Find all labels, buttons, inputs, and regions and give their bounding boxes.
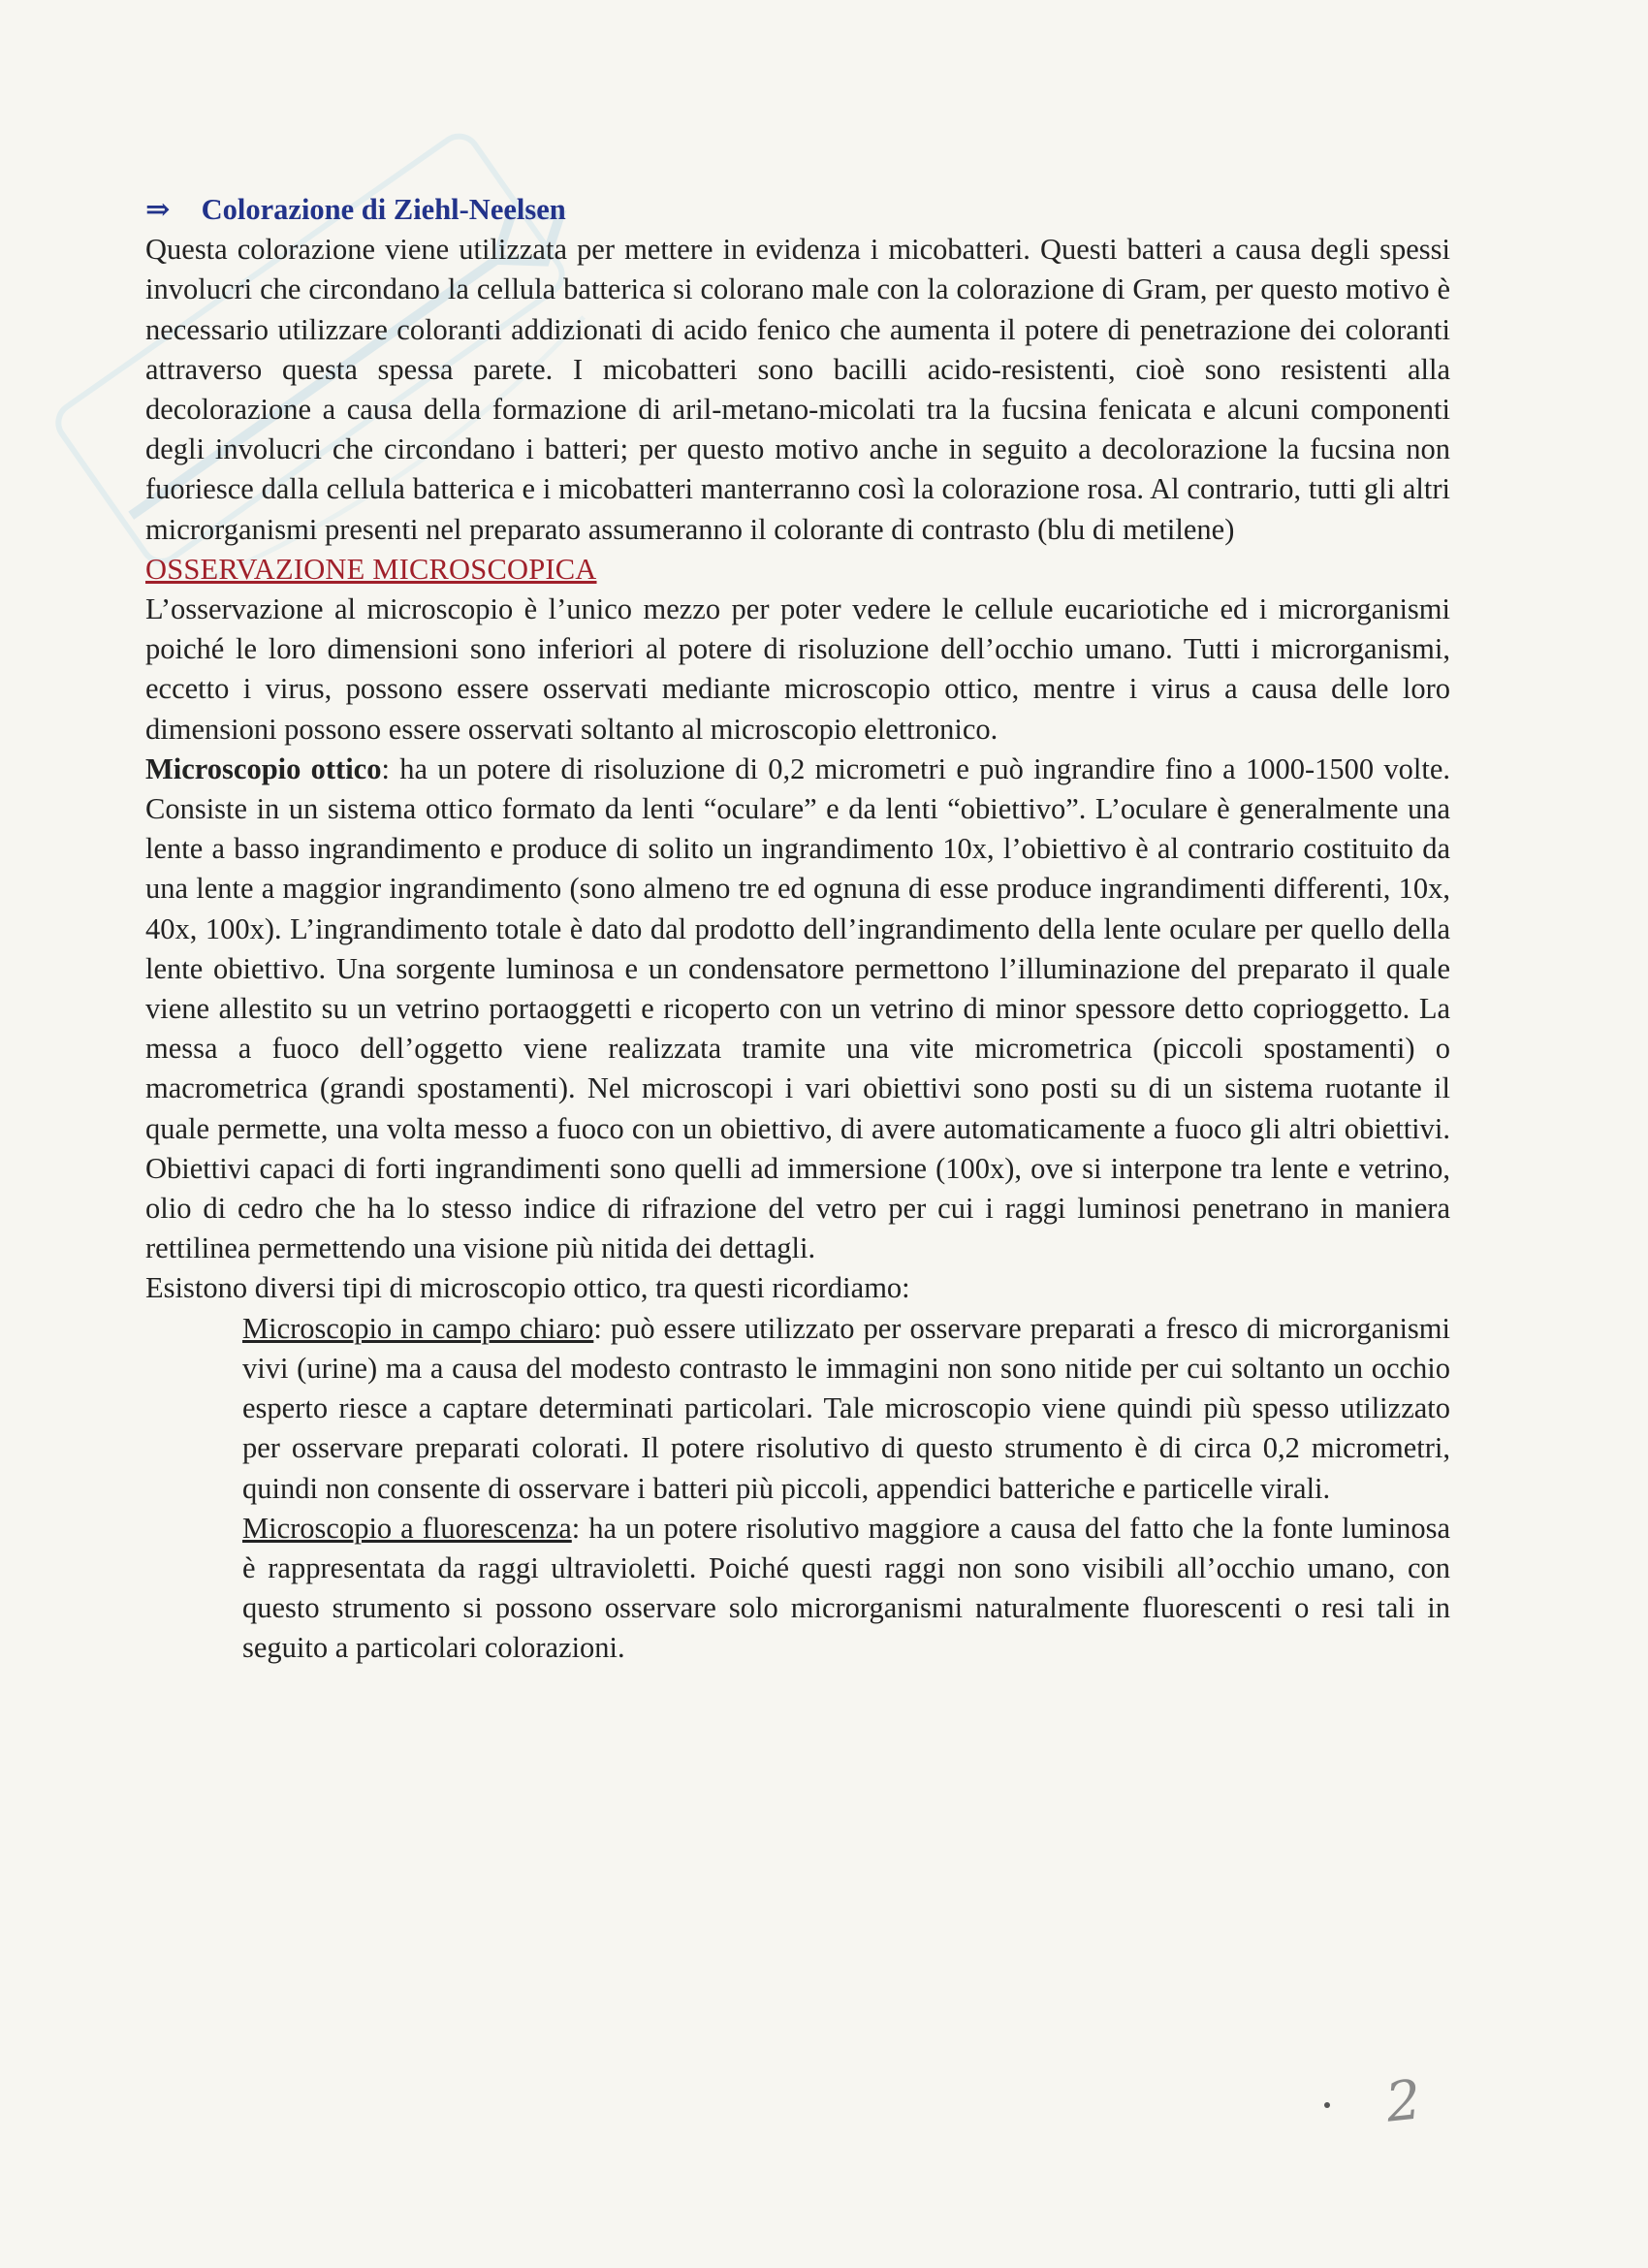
term-microscopio-ottico: Microscopio ottico [145,751,382,785]
text-campo-chiaro: : può essere utilizzato per osservare preparati a fresco di microrganismi vivi (urine) ma a causa del modesto contrasto le immagini non sono nitide per cui soltanto un occhio esperto riesce a captare determinati particolari. Tale microscopio viene quindi più spesso utilizzato per osservare preparati colorati. Il potere risolutivo di questo strumento è di circa 0,2 micrometri, quindi non consente di osservare i batteri più piccoli, appendici batteriche e particelle virali. [242,1311,1450,1505]
paragraph-osservazione: L’osservazione al microscopio è l’unico mezzo per poter vedere le cellule eucariotiche ed i microrganismi poiché le loro dimensioni sono inferiori al potere di risoluzione dell’occhio umano. Tutti i microrganismi, eccetto i virus, possono essere osservati mediante microscopio ottico, mentre i virus a causa delle loro dimensioni possono essere osservati soltanto al microscopio elettronico. [145,592,1450,746]
paragraph-fluorescenza [145,1509,1450,1669]
term-fluorescenza: Microscopio a fluorescenza [242,1511,572,1545]
term-campo-chiaro: Microscopio in campo chiaro [242,1311,594,1345]
paragraph-campo-chiaro [145,1309,1450,1509]
section-heading-osservazione: OSSERVAZIONE MICROSCOPICA [145,552,597,586]
section-heading-ziehl-neelsen [145,190,1450,230]
document-body [145,190,1450,1669]
paragraph-tipi: Esistono diversi tipi di microscopio ottico, tra questi ricordiamo: [145,1271,910,1305]
arrow-icon: ⇒ [145,193,171,226]
ink-dot [1324,2102,1330,2108]
page-number: 2 [1382,2068,1424,2135]
section-heading-text: Colorazione di Ziehl-Neelsen [201,193,566,226]
text-fluorescenza: : ha un potere risolutivo maggiore a causa del fatto che la fonte luminosa è rappresentata da raggi ultravioletti. Poiché questi raggi non sono visibili all’occhio umano, con questo strumento si possono osservare solo microrganismi naturalmente fluorescenti o resi tali in seguito a particolari colorazioni. [242,1511,1450,1665]
paragraph-ziehl-neelsen: Questa colorazione viene utilizzata per mettere in evidenza i micobatteri. Questi batteri a causa degli spessi involucri che circondano la cellula batterica si colorano male con la colorazione di Gram, per questo motivo è necessario utilizzare coloranti addizionati di acido fenico che aumenta il potere di penetrazione dei coloranti attraverso questa spessa parete. I micobatteri sono bacilli acido-resistenti, cioè sono resistenti alla decolorazione a causa della formazione di aril-metano-micolati tra la fucsina fenicata e alcuni componenti degli involucri che circondano i batteri; per questo motivo anche in seguito a decolorazione la fucsina non fuoriesce dalla cellula batterica e i micobatteri manterranno così la colorazione rosa. Al contrario, tutti gli altri microrganismi presenti nel preparato assumeranno il colorante di contrasto (blu di metilene) [145,233,1450,546]
paragraph-microscopio-ottico [145,750,1450,1269]
text-microscopio-ottico: : ha un potere di risoluzione di 0,2 micrometri e può ingrandire fino a 1000-1500 volte. Consiste in un sistema ottico formato da lenti “oculare” e da lenti “obiettivo”. L’oculare è generalmente una lente a basso ingrandimento e produce di solito un ingrandimento 10x, l’obiettivo è al contrario costituito da una lente a maggior ingrandimento (sono almeno tre ed ognuna di esse produce ingrandimenti differenti, 10x, 40x, 100x). L’ingrandimento totale è dato dal prodotto dell’ingrandimento della lente oculare per quello della lente obiettivo. Una sorgente luminosa e un condensatore permettono l’illuminazione del preparato il quale viene allestito su un vetrino portaoggetti e ricoperto con un vetrino di minor spessore detto coprioggetto. La messa a fuoco dell’oggetto viene realizzata tramite una vite micrometrica (piccoli spostamenti) o macrometrica (grandi spostamenti). Nel microscopi i vari obiettivi sono posti su di un sistema ruotante il quale permette, una volta messo a fuoco con un obiettivo, di avere automaticamente a fuoco gli altri obiettivi. Obiettivi capaci di forti ingrandimenti sono quelli ad immersione (100x), ove si interpone tra lente e vetrino, olio di cedro che ha lo stesso indice di rifrazione del vetro per cui i raggi luminosi penetrano in maniera rettilinea permettendo una visione più nitida dei dettagli. [145,751,1450,1265]
